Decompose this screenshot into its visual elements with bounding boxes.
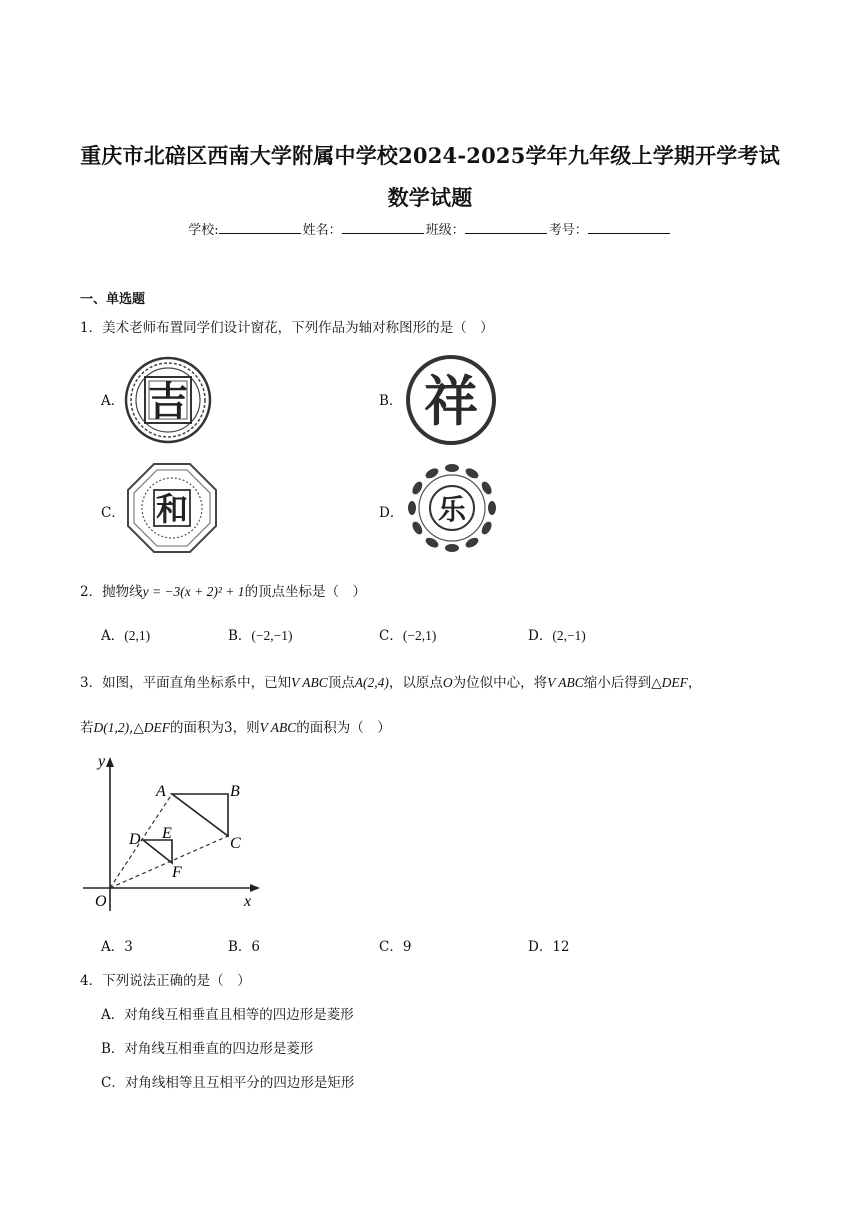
q4-option-a[interactable] xyxy=(101,1003,354,1023)
le-glyph: 乐 xyxy=(437,495,467,526)
q3-option-a-value: 3 xyxy=(124,939,133,955)
section-heading: 一、单选题 xyxy=(80,292,146,307)
q3-option-b[interactable] xyxy=(228,935,260,955)
q3-coordinate-figure xyxy=(78,748,268,918)
class-blank[interactable] xyxy=(465,221,547,234)
q3-text-e: 缩小后得到 xyxy=(583,675,652,691)
q2-prefix: 2．抛物线 xyxy=(80,584,143,600)
q4-option-b-label: B． xyxy=(101,1041,125,1057)
q3-option-c-value: 9 xyxy=(402,939,412,955)
q4-option-a-label: A． xyxy=(101,1007,125,1023)
q2-option-b[interactable] xyxy=(228,624,293,644)
y-axis-arrow-icon xyxy=(106,757,114,767)
q4-option-c-label: C． xyxy=(101,1075,125,1091)
question-3-line-1 xyxy=(80,671,780,691)
q3-tri-abc-3: V ABC xyxy=(259,720,297,735)
y-label: y xyxy=(98,753,106,770)
q1-option-d-label[interactable]: D． xyxy=(379,505,404,521)
xiang-ring-medallion-icon[interactable] xyxy=(404,354,498,446)
he-glyph: 和 xyxy=(155,491,189,527)
q2-option-c[interactable] xyxy=(379,624,436,644)
exam-subtitle: 数学试题 xyxy=(387,185,473,210)
name-blank[interactable] xyxy=(342,221,424,234)
a-label: A xyxy=(156,783,166,800)
q3-option-b-label: B． xyxy=(228,939,252,955)
ji-lattice-medallion-icon[interactable] xyxy=(124,356,212,444)
q3-point-d: D(1,2) xyxy=(93,720,130,735)
e-label: E xyxy=(162,825,172,842)
q4-option-c[interactable] xyxy=(101,1071,354,1091)
q3-option-d[interactable] xyxy=(528,935,570,955)
x-label: x xyxy=(244,893,252,910)
q3-tri-def-2: △DEF xyxy=(133,720,171,735)
q2-option-b-label: B． xyxy=(228,628,252,644)
q3-tri-def: △DEF xyxy=(651,675,688,690)
q3-text-j: 的面积为（ ） xyxy=(296,720,391,736)
q3-text-b: 顶点 xyxy=(327,675,355,691)
d-label: D xyxy=(129,831,141,848)
name-label: 姓名： xyxy=(302,223,342,238)
student-info-line xyxy=(0,219,860,238)
triangle-def xyxy=(143,840,172,863)
q2-option-a-label: A． xyxy=(101,628,125,644)
xiang-glyph: 祥 xyxy=(424,372,478,432)
q4-option-a-value: 对角线互相垂直且相等的四边形是菱形 xyxy=(124,1007,354,1023)
le-leaf-wreath-medallion-icon[interactable] xyxy=(404,460,500,556)
q3-tri-abc-2: V ABC xyxy=(547,675,584,690)
triangle-abc xyxy=(172,794,228,836)
q2-formula: y = −3(x + 2)² + 1 xyxy=(142,584,245,599)
q1-option-a-label[interactable]: A． xyxy=(101,393,125,409)
exam-title: 重庆市北碚区西南大学附属中学校2024-2025学年九年级上学期开学考试 xyxy=(80,143,780,168)
q3-point-a: A(2,4) xyxy=(354,675,389,690)
q3-text-h: , xyxy=(129,720,134,736)
exam-no-blank[interactable] xyxy=(588,221,670,234)
class-label: 班级： xyxy=(425,223,465,238)
o-label: O xyxy=(95,893,107,910)
q2-option-c-value: (−2,1) xyxy=(402,628,437,643)
q2-option-a[interactable] xyxy=(101,624,150,644)
q3-option-a-label: A． xyxy=(101,939,125,955)
q3-tri-abc: V ABC xyxy=(291,675,328,690)
x-axis-arrow-icon xyxy=(250,884,260,892)
question-3-line-2 xyxy=(80,716,391,736)
q4-option-c-value: 对角线相等且互相平分的四边形是矩形 xyxy=(124,1075,355,1091)
q2-option-b-value: (−2,−1) xyxy=(251,628,293,643)
c-label: C xyxy=(230,835,241,852)
q3-option-c[interactable] xyxy=(379,935,411,955)
exam-no-label: 考号： xyxy=(548,223,588,238)
f-label: F xyxy=(172,864,182,881)
question-1-text: 1．美术老师布置同学们设计窗花，下列作品为轴对称图形的是（ ） xyxy=(80,320,494,336)
q3-option-d-label: D． xyxy=(528,939,553,955)
school-label: 学校: xyxy=(188,223,219,238)
ji-glyph: 吉 xyxy=(148,379,188,424)
q3-option-a[interactable] xyxy=(101,935,133,955)
q2-option-a-value: (2,1) xyxy=(124,628,151,643)
q3-text-i: 的面积为3，则 xyxy=(170,720,260,736)
q4-option-b-value: 对角线互相垂直的四边形是菱形 xyxy=(124,1041,314,1057)
q2-option-d-label: D． xyxy=(528,628,553,644)
q2-suffix: 的顶点坐标是（ ） xyxy=(244,584,367,600)
q3-text-c: ，以原点 xyxy=(388,675,443,691)
b-label: B xyxy=(230,783,240,800)
he-octagon-medallion-icon[interactable] xyxy=(126,462,218,554)
q1-option-b-label[interactable]: B． xyxy=(379,393,403,409)
q1-option-c-label[interactable]: C． xyxy=(101,505,125,521)
q3-origin: O xyxy=(442,675,453,690)
q2-option-c-label: C． xyxy=(379,628,403,644)
q3-option-d-value: 12 xyxy=(552,939,570,955)
q3-text-a: 3．如图，平面直角坐标系中，已知 xyxy=(80,675,292,691)
q4-option-b[interactable] xyxy=(101,1037,313,1057)
q3-option-b-value: 6 xyxy=(251,939,261,955)
q2-option-d[interactable] xyxy=(528,624,586,644)
school-blank[interactable] xyxy=(219,221,301,234)
question-2-text xyxy=(80,580,366,600)
q3-text-d: 为位似中心，将 xyxy=(452,675,548,691)
q3-text-f: ， xyxy=(687,675,702,691)
q3-option-c-label: C． xyxy=(379,939,403,955)
q3-text-g: 若 xyxy=(80,720,94,736)
question-4-text: 4．下列说法正确的是（ ） xyxy=(80,973,251,989)
q2-option-d-value: (2,−1) xyxy=(552,628,586,643)
